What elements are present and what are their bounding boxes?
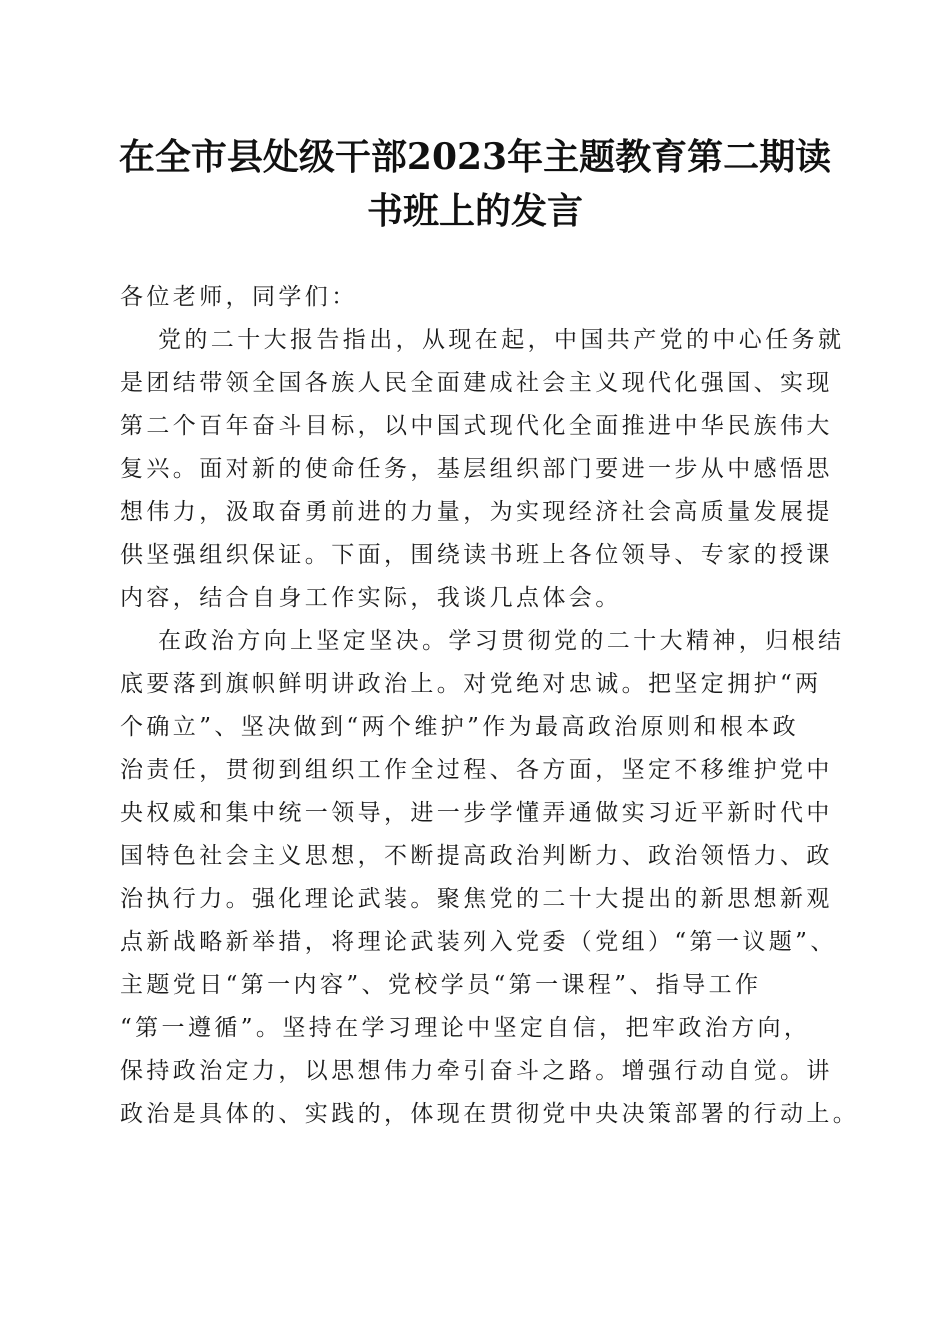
paragraph-line: 政治是具体的、实践的，体现在贯彻党中央决策部署的行动上。 (120, 1101, 860, 1127)
paragraph-line: 治执行力。强化理论武装。聚焦党的二十大提出的新思想新观 (120, 886, 833, 912)
salutation: 各位老师，同学们： (120, 284, 358, 310)
paragraph-line: 个确立”、坚决做到“两个维护”作为最高政治原则和根本政 (120, 714, 800, 740)
document-body (120, 276, 860, 1136)
document-title (100, 130, 850, 238)
title-line: 在全市县处级干部2023年主题教育第二期读 (118, 136, 832, 178)
paragraph-2 (120, 620, 860, 1136)
paragraph-line: 是团结带领全国各族人民全面建成社会主义现代化强国、实现 (120, 370, 833, 396)
paragraph-line: 底要落到旗帜鲜明讲政治上。对党绝对忠诚。把坚定拥护“两 (120, 671, 822, 697)
paragraph-line: 供坚强组织保证。下面，围绕读书班上各位领导、专家的授课 (120, 542, 833, 568)
paragraph-line: 国特色社会主义思想，不断提高政治判断力、政治领悟力、政 (120, 843, 833, 869)
paragraph-line: “第一遵循”。坚持在学习理论中坚定自信，把牢政治方向， (120, 1015, 811, 1041)
paragraph-line: 党的二十大报告指出，从现在起，中国共产党的中心任务就 (158, 327, 845, 353)
paragraph-line: 点新战略新举措，将理论武装列入党委（党组）“第一议题”、 (120, 929, 837, 955)
paragraph-line: 在政治方向上坚定坚决。学习贯彻党的二十大精神，归根结 (158, 628, 845, 654)
paragraph-line: 治责任，贯彻到组织工作全过程、各方面，坚定不移维护党中 (120, 757, 833, 783)
paragraph-line: 央权威和集中统一领导，进一步学懂弄通做实习近平新时代中 (120, 800, 833, 826)
paragraph-line: 内容，结合自身工作实际，我谈几点体会。 (120, 585, 622, 611)
paragraph-line: 主题党日“第一内容”、党校学员“第一课程”、指导工作 (120, 972, 762, 998)
paragraph-1 (120, 319, 845, 620)
paragraph-line: 保持政治定力，以思想伟力牵引奋斗之路。增强行动自觉。讲 (120, 1058, 833, 1084)
paragraph-line: 复兴。面对新的使命任务，基层组织部门要进一步从中感悟思 (120, 456, 833, 482)
title-line: 书班上的发言 (366, 190, 583, 232)
paragraph-line: 第二个百年奋斗目标，以中国式现代化全面推进中华民族伟大 (120, 413, 833, 439)
paragraph-line: 想伟力，汲取奋勇前进的力量，为实现经济社会高质量发展提 (120, 499, 833, 525)
